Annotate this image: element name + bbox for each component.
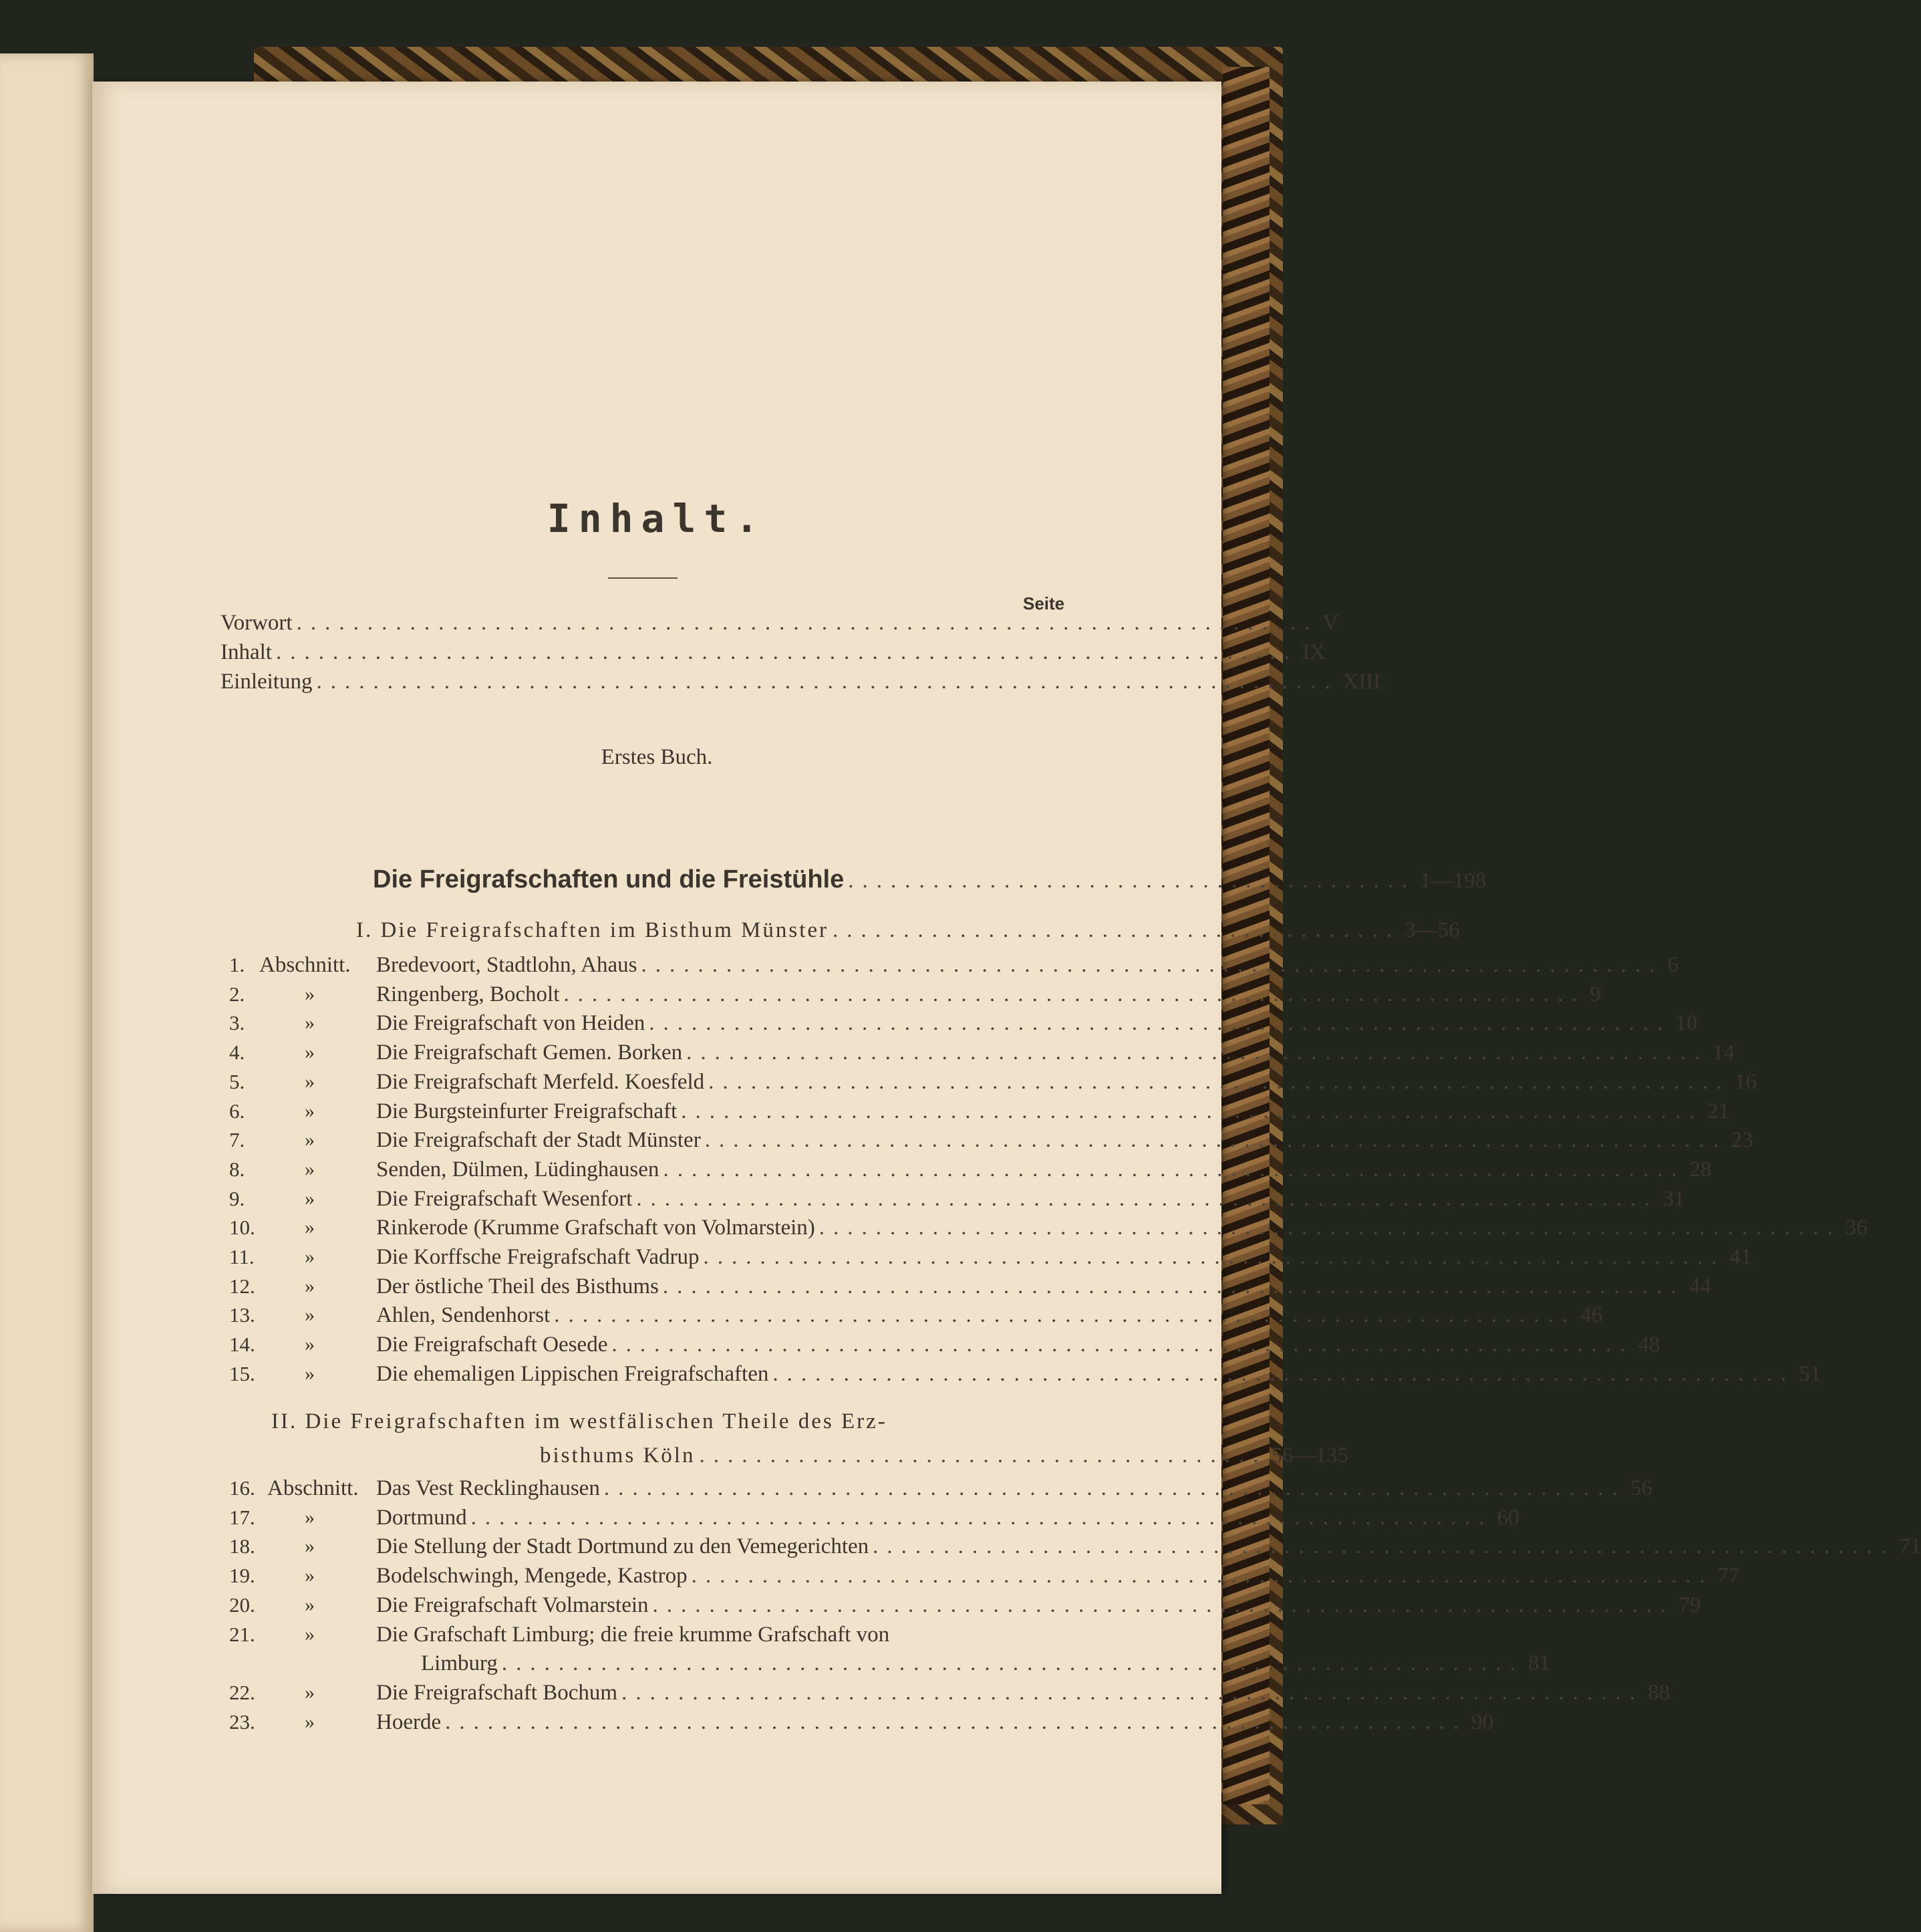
section-entry-line2: [421, 1650, 1550, 1677]
section-page: 28: [1689, 1157, 1712, 1182]
front-matter-page: XIII: [1342, 670, 1381, 694]
leader-dots: ........................................................................: [611, 1333, 1634, 1357]
section-entry: [376, 1010, 1698, 1037]
ditto-mark: »: [305, 1362, 315, 1385]
leader-dots: ........................................................................: [636, 1186, 1659, 1211]
section-number: 21.: [229, 1622, 255, 1646]
leader-dots: ........................................................................: [501, 1651, 1524, 1676]
leader-dots: ........................................................................: [681, 1099, 1704, 1123]
section-title: Die Freigrafschaft Merfeld. Koesfeld: [376, 1069, 705, 1094]
section-number: 5.: [229, 1069, 245, 1093]
leader-dots: ........................................................................: [662, 1274, 1685, 1298]
section-title: Ahlen, Sendenhorst: [376, 1303, 551, 1328]
section-entry: [376, 1127, 1753, 1153]
leader-dots: ........................................................................: [275, 640, 1298, 664]
section-entry-line1: [376, 1621, 1160, 1648]
leader-dots: ........................................................................: [649, 1011, 1672, 1036]
page-column-label: Seite: [1023, 593, 1065, 613]
section-number: 11.: [229, 1245, 255, 1268]
section-page: 56: [1630, 1476, 1652, 1500]
ditto-mark: »: [305, 1593, 315, 1616]
leader-dots: ........................................: [848, 869, 1417, 893]
ditto-mark: »: [305, 1246, 315, 1268]
section-page: 88: [1648, 1680, 1670, 1705]
front-matter-label: Vorwort: [220, 611, 293, 635]
section-number: 6.: [229, 1099, 245, 1123]
section-title: Die Freigrafschaft von Heiden: [376, 1011, 645, 1036]
section-entry: [376, 1361, 1821, 1387]
ditto-mark: »: [305, 1333, 315, 1356]
leader-dots: ........................................................................: [691, 1564, 1714, 1589]
leader-dots: ........................................................................: [772, 1361, 1795, 1386]
ditto-mark: »: [305, 1187, 315, 1210]
section-title: Die Freigrafschaft Gemen. Borken: [376, 1041, 683, 1065]
contents-page: [92, 82, 1921, 1894]
section-entry: [376, 1562, 1740, 1589]
leader-dots: ........................................................................: [652, 1593, 1675, 1617]
section-entry: [376, 1069, 1757, 1095]
section-number: 3.: [229, 1011, 245, 1035]
ditto-mark: »: [305, 1070, 315, 1093]
section-entry: [376, 1709, 1494, 1736]
section-title: Die Burgsteinfurter Freigrafschaft: [376, 1099, 678, 1123]
section-number: 8.: [229, 1157, 245, 1181]
part-1-entry: [356, 917, 1460, 944]
ditto-mark: »: [305, 1041, 315, 1064]
leader-dots: ........................................................................: [603, 1476, 1626, 1500]
ditto-mark: »: [305, 1535, 315, 1558]
section-number: 12.: [229, 1274, 255, 1298]
page-title: Inhalt.: [547, 496, 767, 541]
leader-dots: ........................................................................: [704, 1128, 1727, 1153]
section-title: Die Freigrafschaft der Stadt Münster: [376, 1128, 701, 1153]
section-page: 41: [1729, 1245, 1752, 1269]
section-entry: [376, 981, 1601, 1008]
part-2-entry-line1: [271, 1408, 1160, 1435]
section-title-continued: Limburg: [421, 1651, 498, 1676]
section-title: Die Stellung der Stadt Dortmund zu den Vemegerichten: [376, 1534, 869, 1559]
section-entry: [376, 1302, 1603, 1329]
section-entry: [376, 1679, 1670, 1706]
section-prefix: Abschnitt.: [267, 1476, 359, 1500]
section-page: 16: [1735, 1069, 1757, 1094]
leader-dots: ........................................................................: [663, 1157, 1686, 1182]
front-matter-label: Einleitung: [220, 670, 313, 694]
section-title: Bredevoort, Stadtlohn, Ahaus: [376, 953, 637, 977]
section-page: 60: [1497, 1505, 1519, 1530]
ditto-mark: »: [305, 1304, 315, 1327]
section-title: Dortmund: [376, 1505, 467, 1530]
section-entry: [376, 1504, 1519, 1531]
section-page: 71: [1899, 1534, 1921, 1559]
front-matter-page: IX: [1302, 640, 1326, 664]
ditto-mark: »: [305, 1506, 315, 1528]
leader-dots: ........................................................................: [296, 611, 1319, 635]
section-title: Der östliche Theil des Bisthums: [376, 1274, 659, 1298]
section-entry: [376, 1244, 1752, 1270]
section-title: Die Korffsche Freigrafschaft Vadrup: [376, 1245, 700, 1269]
ditto-mark: »: [305, 1681, 315, 1703]
leader-dots: ........................................: [833, 918, 1401, 942]
section-page: 31: [1662, 1186, 1685, 1211]
ditto-mark: »: [305, 982, 315, 1005]
front-matter-label: Inhalt: [220, 640, 272, 664]
section-title: Hoerde: [376, 1709, 442, 1734]
section-page: 44: [1688, 1274, 1711, 1298]
left-page-edge: [0, 53, 94, 1932]
section-number: 18.: [229, 1534, 255, 1558]
section-entry: [376, 1214, 1868, 1241]
section-entry: [376, 1098, 1730, 1125]
section-page: 36: [1845, 1216, 1868, 1240]
leader-dots: ........................................................................: [873, 1534, 1896, 1559]
section-title: Die ehemaligen Lippischen Freigrafschaften: [376, 1361, 769, 1386]
section-title: Die Grafschaft Limburg; die freie krumme Grafschaft von: [376, 1622, 890, 1647]
section-number: 15.: [229, 1361, 255, 1385]
section-entry: [376, 1186, 1685, 1212]
ditto-mark: »: [305, 1157, 315, 1180]
leader-dots: ........................................................................: [641, 953, 1664, 977]
part-2-title-line1: II. Die Freigrafschaften im westfälischen Theile des Erz-: [271, 1409, 887, 1433]
section-title: Bodelschwingh, Mengede, Kastrop: [376, 1564, 688, 1589]
section-number: 22.: [229, 1680, 255, 1704]
front-matter-entry: [220, 668, 1381, 695]
part-2-pages: 56—135: [1271, 1443, 1348, 1468]
ditto-mark: »: [305, 1216, 315, 1239]
section-title: Rinkerode (Krumme Grafschaft von Volmarstein): [376, 1216, 815, 1240]
section-page: 6: [1667, 953, 1678, 977]
section-number: 20.: [229, 1593, 255, 1617]
section-title: Die Freigrafschaft Oesede: [376, 1333, 608, 1357]
section-page: 90: [1471, 1709, 1494, 1734]
section-page: 81: [1527, 1651, 1550, 1676]
section-number: 13.: [229, 1303, 255, 1327]
section-entry: [376, 1156, 1712, 1183]
section-number: 17.: [229, 1505, 255, 1529]
section-title: Die Freigrafschaft Volmarstein: [376, 1593, 649, 1617]
section-page: 51: [1799, 1361, 1821, 1386]
ditto-mark: »: [305, 1274, 315, 1297]
part-1-title: I. Die Freigrafschaften im Bisthum Münster: [356, 918, 829, 942]
section-entry: [376, 1533, 1921, 1560]
section-page: 77: [1717, 1564, 1740, 1589]
section-number: 19.: [229, 1564, 255, 1588]
leader-dots: ........................................: [699, 1443, 1268, 1468]
section-entry: [376, 1475, 1652, 1502]
ditto-mark: »: [305, 1099, 315, 1122]
section-number: 10.: [229, 1216, 255, 1240]
book-pages: 1—198: [1420, 869, 1487, 893]
section-page: 9: [1590, 982, 1601, 1006]
ditto-mark: »: [305, 1129, 315, 1151]
section-page: 23: [1731, 1128, 1753, 1153]
title-rule: [608, 577, 678, 579]
leader-dots: ........................................................................: [621, 1680, 1644, 1705]
section-page: 14: [1713, 1041, 1735, 1065]
leader-dots: ........................................................................: [703, 1245, 1726, 1269]
leader-dots: ........................................................................: [316, 670, 1339, 694]
part-2-entry-line2: [540, 1442, 1348, 1469]
section-number: 1.: [229, 953, 245, 976]
leader-dots: ........................................................................: [445, 1709, 1468, 1734]
section-number: 9.: [229, 1186, 245, 1210]
section-title: Ringenberg, Bocholt: [376, 982, 560, 1006]
section-number: 23.: [229, 1709, 255, 1734]
section-entry: [376, 1331, 1660, 1358]
front-matter-page: V: [1322, 611, 1339, 635]
book-title-entry: [373, 865, 1487, 894]
ditto-mark: »: [305, 1564, 315, 1587]
part-2-title-line2: bisthums Köln: [540, 1443, 696, 1468]
section-entry: [376, 1592, 1701, 1619]
section-number: 4.: [229, 1041, 245, 1065]
section-title: Senden, Dülmen, Lüdinghausen: [376, 1157, 659, 1182]
leader-dots: ........................................................................: [470, 1505, 1493, 1530]
leader-dots: ........................................................................: [819, 1216, 1841, 1240]
section-page: 79: [1678, 1593, 1701, 1617]
leader-dots: ........................................................................: [686, 1041, 1709, 1065]
section-entry: [376, 952, 1678, 978]
section-page: 48: [1638, 1333, 1660, 1357]
book-heading: Erstes Buch.: [601, 745, 713, 769]
section-page: 21: [1707, 1099, 1730, 1123]
section-page: 46: [1580, 1303, 1603, 1328]
section-number: 16.: [229, 1476, 255, 1500]
ditto-mark: »: [305, 1012, 315, 1034]
part-1-pages: 3—56: [1405, 918, 1460, 942]
ditto-mark: »: [305, 1710, 315, 1733]
section-prefix: Abschnitt.: [259, 953, 351, 977]
book-title: Die Freigrafschaften und die Freistühle: [373, 865, 845, 893]
front-matter-entry: [220, 639, 1326, 666]
leader-dots: ........................................................................: [708, 1069, 1731, 1094]
section-title: Das Vest Recklinghausen: [376, 1476, 600, 1500]
section-number: 14.: [229, 1333, 255, 1357]
section-number: 7.: [229, 1128, 245, 1152]
ditto-mark: »: [305, 1623, 315, 1645]
section-page: 10: [1675, 1011, 1698, 1036]
section-title: Die Freigrafschaft Bochum: [376, 1680, 618, 1705]
section-entry: [376, 1039, 1735, 1066]
section-entry: [376, 1273, 1711, 1300]
leader-dots: ........................................................................: [563, 982, 1586, 1006]
leader-dots: ........................................................................: [554, 1303, 1577, 1328]
section-title: Die Freigrafschaft Wesenfort: [376, 1186, 633, 1211]
section-number: 2.: [229, 982, 245, 1006]
front-matter-entry: [220, 609, 1339, 636]
